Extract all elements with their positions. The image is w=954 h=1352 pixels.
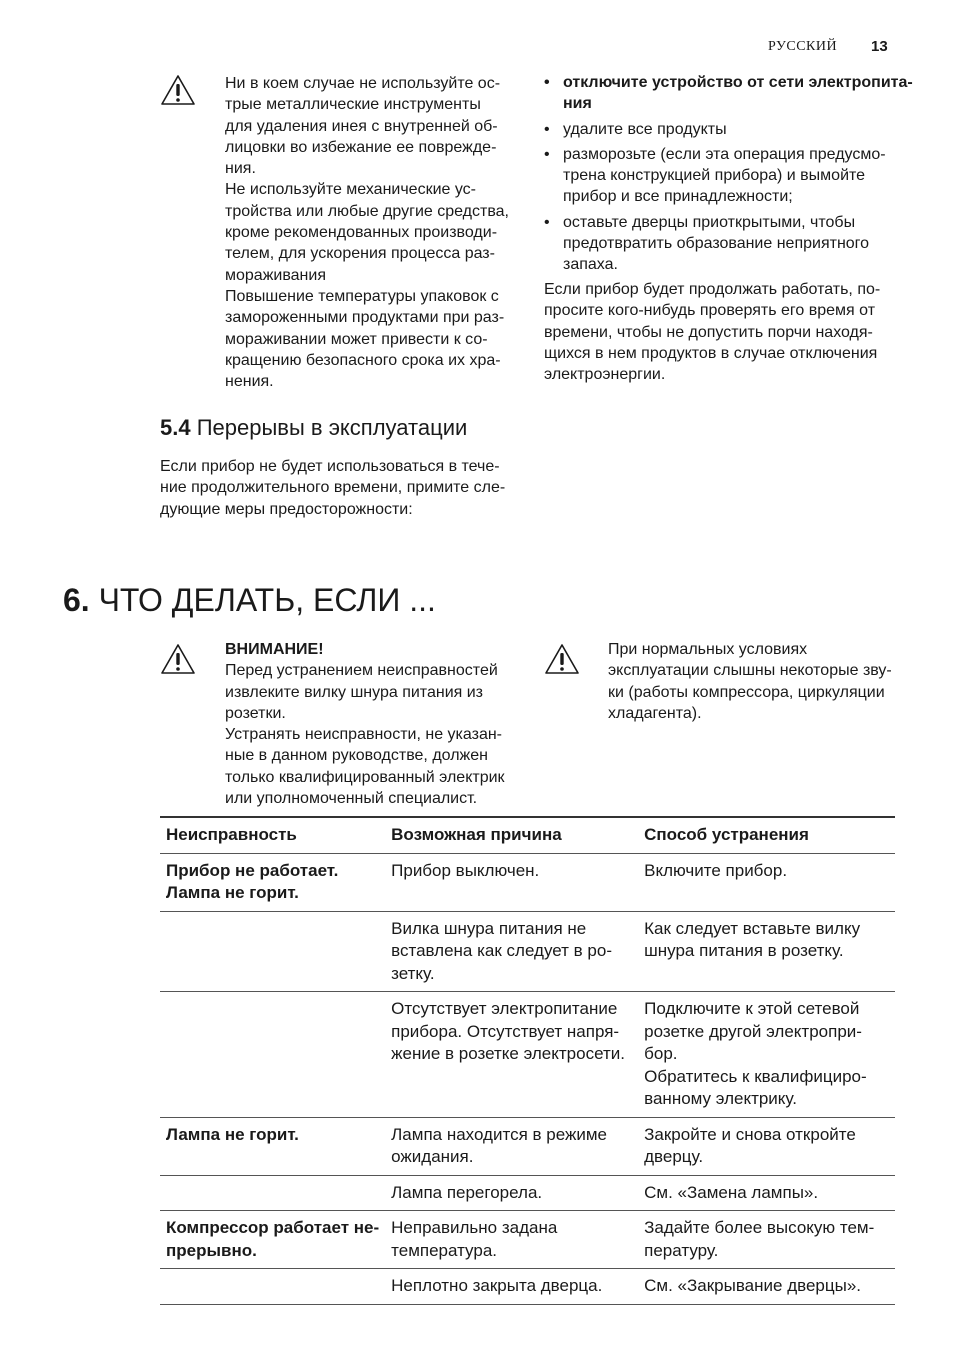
bullet-item	[544, 72, 913, 115]
text-line: При нормальных условиях	[608, 641, 808, 658]
section-5-4-title: Перерывы в эксплуатации	[196, 415, 468, 440]
text-line: Не используйте механические ус-	[225, 181, 477, 199]
text-line: ния	[563, 95, 592, 113]
cell-remedy	[638, 1175, 895, 1211]
cell-problem	[160, 1269, 385, 1305]
text-line: ожидания.	[391, 1147, 474, 1166]
cell-problem	[160, 1211, 385, 1269]
bullet-item	[544, 119, 899, 140]
text-line: нения.	[225, 373, 274, 391]
text-line: Отсутствует электропитание	[391, 999, 618, 1018]
text-line: дующие меры предосторожности:	[160, 500, 413, 518]
text-line: розетки.	[225, 704, 286, 722]
table-row	[160, 853, 895, 911]
text-line: замороженными продуктами при раз-	[225, 309, 505, 327]
text-line: Перед устранением неисправностей	[225, 662, 498, 680]
text-line: для удаления инея с внутренней об-	[225, 117, 498, 135]
header-cause: Возможная причина	[385, 817, 638, 853]
table-row	[160, 1211, 895, 1269]
section-5-4-text	[160, 456, 520, 520]
text-line: Если прибор не будет использоваться в тече-	[160, 458, 500, 475]
warning-heading: ВНИМАНИЕ!	[225, 641, 324, 658]
caution-text-defrost	[225, 73, 525, 392]
section-5-4-number: 5.4	[160, 415, 191, 440]
text-line: электроэнергии.	[544, 366, 666, 384]
text-line: Лампа перегорела.	[391, 1182, 543, 1202]
text-line: или уполномоченный специалист.	[225, 790, 478, 808]
text-line: ные в данном руководстве, должен	[225, 747, 488, 765]
text-line: извлеките вилку шнура питания из	[225, 683, 484, 701]
bullet-dot: •	[544, 145, 550, 163]
warning-icon	[160, 643, 196, 675]
text-line: дверцу.	[644, 1147, 704, 1166]
text-line: Обратитесь к квалифициро-	[644, 1066, 867, 1086]
bullet-dot: •	[544, 213, 550, 231]
text-line: щихся в нем продуктов в случае отключения	[544, 344, 878, 362]
text-line: Лампа не горит.	[166, 1124, 299, 1144]
text-line: пературу.	[644, 1240, 719, 1260]
text-line: ки (работы компрессора, циркуляции	[608, 683, 885, 701]
cell-problem	[160, 853, 385, 911]
text-line: только квалифицированный электрик	[225, 768, 505, 786]
cell-cause	[385, 853, 638, 911]
text-line: эксплуатации слышны некоторые зву-	[608, 662, 892, 680]
text-line: Неправильно задана	[391, 1218, 558, 1237]
table-header-row	[160, 817, 895, 853]
table-row	[160, 1269, 895, 1305]
text-line: Компрессор работает не-	[166, 1218, 380, 1237]
table-row	[160, 1175, 895, 1211]
text-line: прерывно.	[166, 1240, 257, 1260]
section-5-4-heading	[160, 415, 467, 441]
text-line: трена конструкцией прибора) и вымойте	[563, 167, 866, 185]
text-line: трые металлические инструменты	[225, 96, 481, 114]
table-row	[160, 911, 895, 992]
text-line: разморозьте (если эта операция предусмо-	[563, 145, 886, 163]
text-line: оставьте дверцы приоткрытыми, чтобы	[563, 213, 856, 231]
cell-cause	[385, 1211, 638, 1269]
text-line: См. «Закрывание дверцы».	[644, 1276, 861, 1295]
text-line: зетку.	[391, 963, 435, 983]
header-language: РУССКИЙ	[768, 39, 838, 54]
cell-remedy	[638, 1269, 895, 1305]
bullet-list	[544, 72, 913, 280]
cell-problem	[160, 1117, 385, 1175]
text-line: мораживании может привести к со-	[225, 330, 488, 348]
section-6-title: ЧТО ДЕЛАТЬ, ЕСЛИ ...	[98, 582, 436, 618]
text-line: просите кого-нибудь проверять его время от	[544, 302, 876, 320]
cell-cause	[385, 992, 638, 1118]
text-line: ния.	[225, 160, 256, 178]
text-line: Ни в коем случае не используйте ос-	[225, 75, 501, 92]
table-row	[160, 1117, 895, 1175]
warning-icon	[160, 74, 196, 106]
text-line: Лампа находится в режиме	[391, 1124, 607, 1144]
text-line: Как следует вставьте вилку	[644, 918, 861, 938]
text-line: мораживания	[225, 266, 326, 284]
text-line: См. «Замена лампы».	[644, 1182, 819, 1202]
text-line: ванному электрику.	[644, 1089, 797, 1108]
warning-block	[225, 639, 525, 809]
cell-cause	[385, 1117, 638, 1175]
text-line: Задайте более высокую тем-	[644, 1218, 875, 1237]
note-block	[608, 639, 903, 724]
cell-remedy	[638, 1211, 895, 1269]
text-line: предотвратить образование неприятного	[563, 235, 870, 253]
text-line: розетке другой электропри-	[644, 1021, 862, 1041]
cell-problem	[160, 992, 385, 1118]
text-line: вставлена как следует в ро-	[391, 941, 612, 960]
text-line: Прибор не работает.	[166, 860, 339, 880]
text-line: удалите все продукты	[563, 120, 727, 138]
cell-problem	[160, 1175, 385, 1211]
bullet-item	[544, 144, 899, 208]
text-line: лицовки во избежание ее поврежде-	[225, 138, 497, 156]
text-line: запаха.	[563, 256, 618, 274]
text-line: Если прибор будет продолжать работать, по-	[544, 281, 881, 298]
text-line: жение в розетке электросети.	[391, 1044, 625, 1063]
cell-problem	[160, 911, 385, 992]
text-line: Подключите к этой сетевой	[644, 999, 860, 1018]
text-line: бор.	[644, 1044, 678, 1063]
cell-remedy	[638, 1117, 895, 1175]
header-problem: Неисправность	[160, 817, 385, 853]
bullet-dot: •	[544, 120, 550, 138]
right-paragraph	[544, 279, 904, 385]
cell-remedy	[638, 853, 895, 911]
text-line: кроме рекомендованных производи-	[225, 224, 498, 242]
text-line: времени, чтобы не допустить порчи находя-	[544, 323, 873, 341]
text-line: кращению безопасного срока их хра-	[225, 351, 501, 369]
table-row	[160, 992, 895, 1118]
cell-cause	[385, 1175, 638, 1211]
text-line: Включите прибор.	[644, 860, 788, 880]
text-line: температура.	[391, 1240, 497, 1260]
cell-remedy	[638, 911, 895, 992]
header-remedy: Способ устранения	[638, 817, 895, 853]
text-line: шнура питания в розетку.	[644, 941, 844, 960]
text-line: тройства или любые другие средства,	[225, 202, 509, 220]
cell-cause	[385, 911, 638, 992]
text-line: телем, для ускорения процесса раз-	[225, 245, 495, 263]
text-line: Неплотно закрыта дверца.	[391, 1276, 603, 1295]
page-number: 13	[871, 38, 888, 55]
text-line: Повышение температуры упаковок с	[225, 287, 499, 305]
text-line: Лампа не горит.	[166, 883, 299, 902]
section-6-heading	[63, 582, 436, 619]
cell-cause	[385, 1269, 638, 1305]
text-line: прибора. Отсутствует напря-	[391, 1021, 620, 1041]
text-line: Вилка шнура питания не	[391, 918, 587, 938]
text-line: отключите устройство от сети электропита-	[563, 74, 913, 91]
text-line: Прибор выключен.	[391, 860, 540, 880]
troubleshooting-table	[160, 816, 895, 1305]
warning-icon	[544, 643, 580, 675]
text-line: ние продолжительного времени, примите сле-	[160, 479, 506, 497]
text-line: прибор и все принадлежности;	[563, 188, 793, 206]
bullet-item	[544, 212, 899, 276]
bullet-dot: •	[544, 74, 550, 91]
text-line: хладагента).	[608, 704, 702, 722]
text-line: Закройте и снова откройте	[644, 1124, 856, 1144]
section-6-number: 6.	[63, 582, 90, 618]
text-line: Устранять неисправности, не указан-	[225, 726, 502, 744]
cell-remedy	[638, 992, 895, 1118]
